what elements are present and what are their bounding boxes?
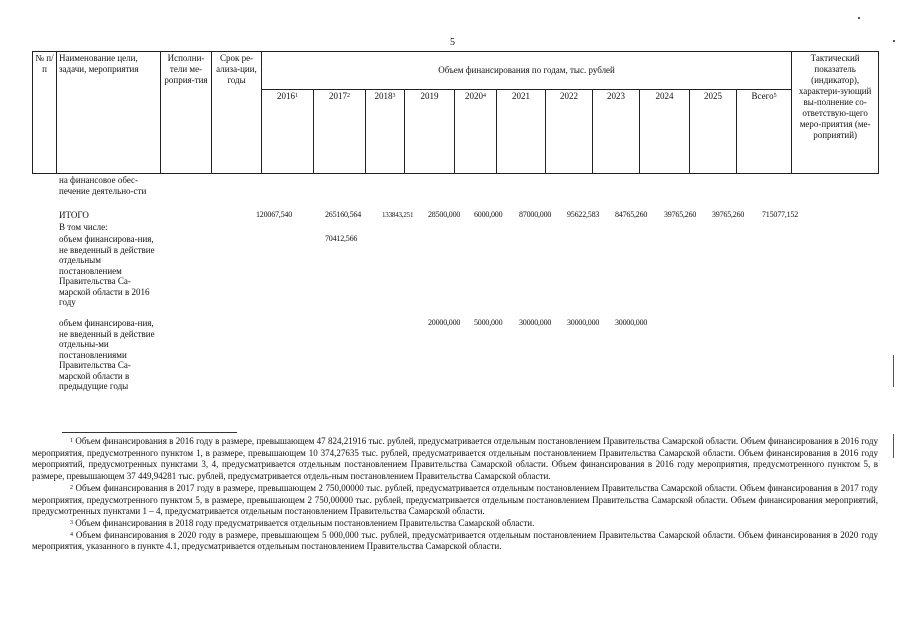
scan-speck (893, 40, 895, 42)
row1-label: объем финансирова-ния, не введенный в действие отдельным постановлением Правительства Са-марской области в 2016 году (59, 234, 155, 307)
continuation-label: на финансовое обес-печение деятельно-сти (59, 175, 147, 196)
header-year-2017: 2017$^2$ (314, 90, 366, 174)
total-2017: 265160,564 (325, 210, 362, 219)
total-2021: 87000,000 (519, 210, 552, 219)
footnotes (32, 436, 878, 553)
footnote-1: $^1$ Объем финансирования в 2016 году в размере, превышающем 47 824,21916 тыс. рублей, предусматривается отдельным постановлением Правительства Самарской области. Объем финансирования в 2016 году мероприятия, предусмотренного пунктом 1, в размере, превышающем 10 374,27635 тыс. рублей, предусматривается отдельным постановлением Правительства Самарской области. Объем финансирования в 2016 году мероприятий, предусмотренных пунктами 3, 4, предусматривается отдельным постановлением Правительства Самарской области. Объем финансирования в 2016 году мероприятия, предусмотренного пунктом 5, в размере, превышающем 37 449,94281 тыс. рублей, предусматривается отдель-ным постановлением Правительства Самарской области. (32, 436, 878, 482)
header-col-funding: Объем финансирования по годам, тыс. рублей (262, 52, 792, 90)
row2-label: объем финансирова-ния, не введенный в действие отдельны-ми постановлениями Правительства Са-марской области в предыдущие годы (59, 318, 155, 391)
total-2019: 28500,000 (428, 210, 461, 219)
footnote-2: $^2$ Объем финансирования в 2017 году в размере, превышающем 2 750,00000 тыс. рублей, предусматривается отдельным постановлением Правительства Самарской области. Объем финансирования в 2017 году мероприятия, предусмотренного пунктом 5, в размере, превышающем 2 750,00000 тыс. рублей, предусматривается отдельным постановлением Правительства Самарской области. Объем финансирования мероприятий, предусмотренных пунктами 1 – 4, предусматривается отдельным постановлением Правительства Самарской области. (32, 482, 878, 517)
row2-2022: 30000,000 (567, 318, 600, 327)
row2-2021: 30000,000 (519, 318, 552, 327)
including-label: В том числе: (59, 222, 108, 232)
total-all: 715077,152 (762, 210, 799, 219)
footnote-separator (62, 432, 237, 433)
header-year-2024: 2024 (640, 90, 690, 174)
header-year-2020: 2020$^4$ (455, 90, 497, 174)
total-label: ИТОГО (59, 210, 89, 220)
header-year-2021: 2021 (497, 90, 546, 174)
total-2024: 39765,260 (664, 210, 697, 219)
page-number: 5 (450, 37, 455, 48)
total-2020: 6000,000 (474, 210, 503, 219)
footnote-4: $^4$ Объем финансирования в 2020 году в размере, превышающем 5 000,000 тыс. рублей, предусматривается отдельным постановлением Правительства Самарской области. Объем финансирования в 2020 году мероприятия, указанного в пункте 4.1, предусматривается отдельным постановлением Правительства Самарской области. (32, 529, 878, 552)
row2-2019: 20000,000 (428, 318, 461, 327)
footnote-3: $^3$ Объем финансирования в 2018 году предусматривается отдельным постановлением Правительства Самарской области. (70, 517, 535, 528)
row2-2020: 5000,000 (474, 318, 503, 327)
total-2022: 95622,583 (567, 210, 600, 219)
header-year-2025: 2025 (690, 90, 737, 174)
total-2023: 84765,260 (615, 210, 648, 219)
scan-mark (893, 355, 894, 387)
header-year-2018: 2018$^3$ (366, 90, 405, 174)
header-year-2019: 2019 (405, 90, 455, 174)
header-col-term: Срок ре-ализа-ции, годы (212, 52, 262, 174)
row2-2023: 30000,000 (615, 318, 648, 327)
header-col-executors: Исполни-тели ме-роприя-тия (161, 52, 212, 174)
header-col-number: № п/п (33, 52, 57, 174)
total-2016: 120067,540 (256, 210, 293, 219)
header-year-2023: 2023 (593, 90, 640, 174)
header-col-name: Наименование цели, задачи, мероприятия (57, 52, 161, 174)
scan-mark (893, 434, 894, 458)
header-year-total: Всего$^5$ (737, 90, 792, 174)
header-year-2016: 2016$^1$ (262, 90, 314, 174)
total-2018: 133843,251 (382, 211, 414, 219)
header-year-2022: 2022 (546, 90, 593, 174)
total-2025: 39765,260 (712, 210, 745, 219)
scan-speck (858, 17, 860, 19)
header-col-indicator: Тактический показатель (индикатор), характери-зующий вы-полнение со-ответствую-щего меро-приятия (ме-роприятий) (792, 52, 879, 174)
row1-2017: 70412,566 (325, 234, 358, 243)
